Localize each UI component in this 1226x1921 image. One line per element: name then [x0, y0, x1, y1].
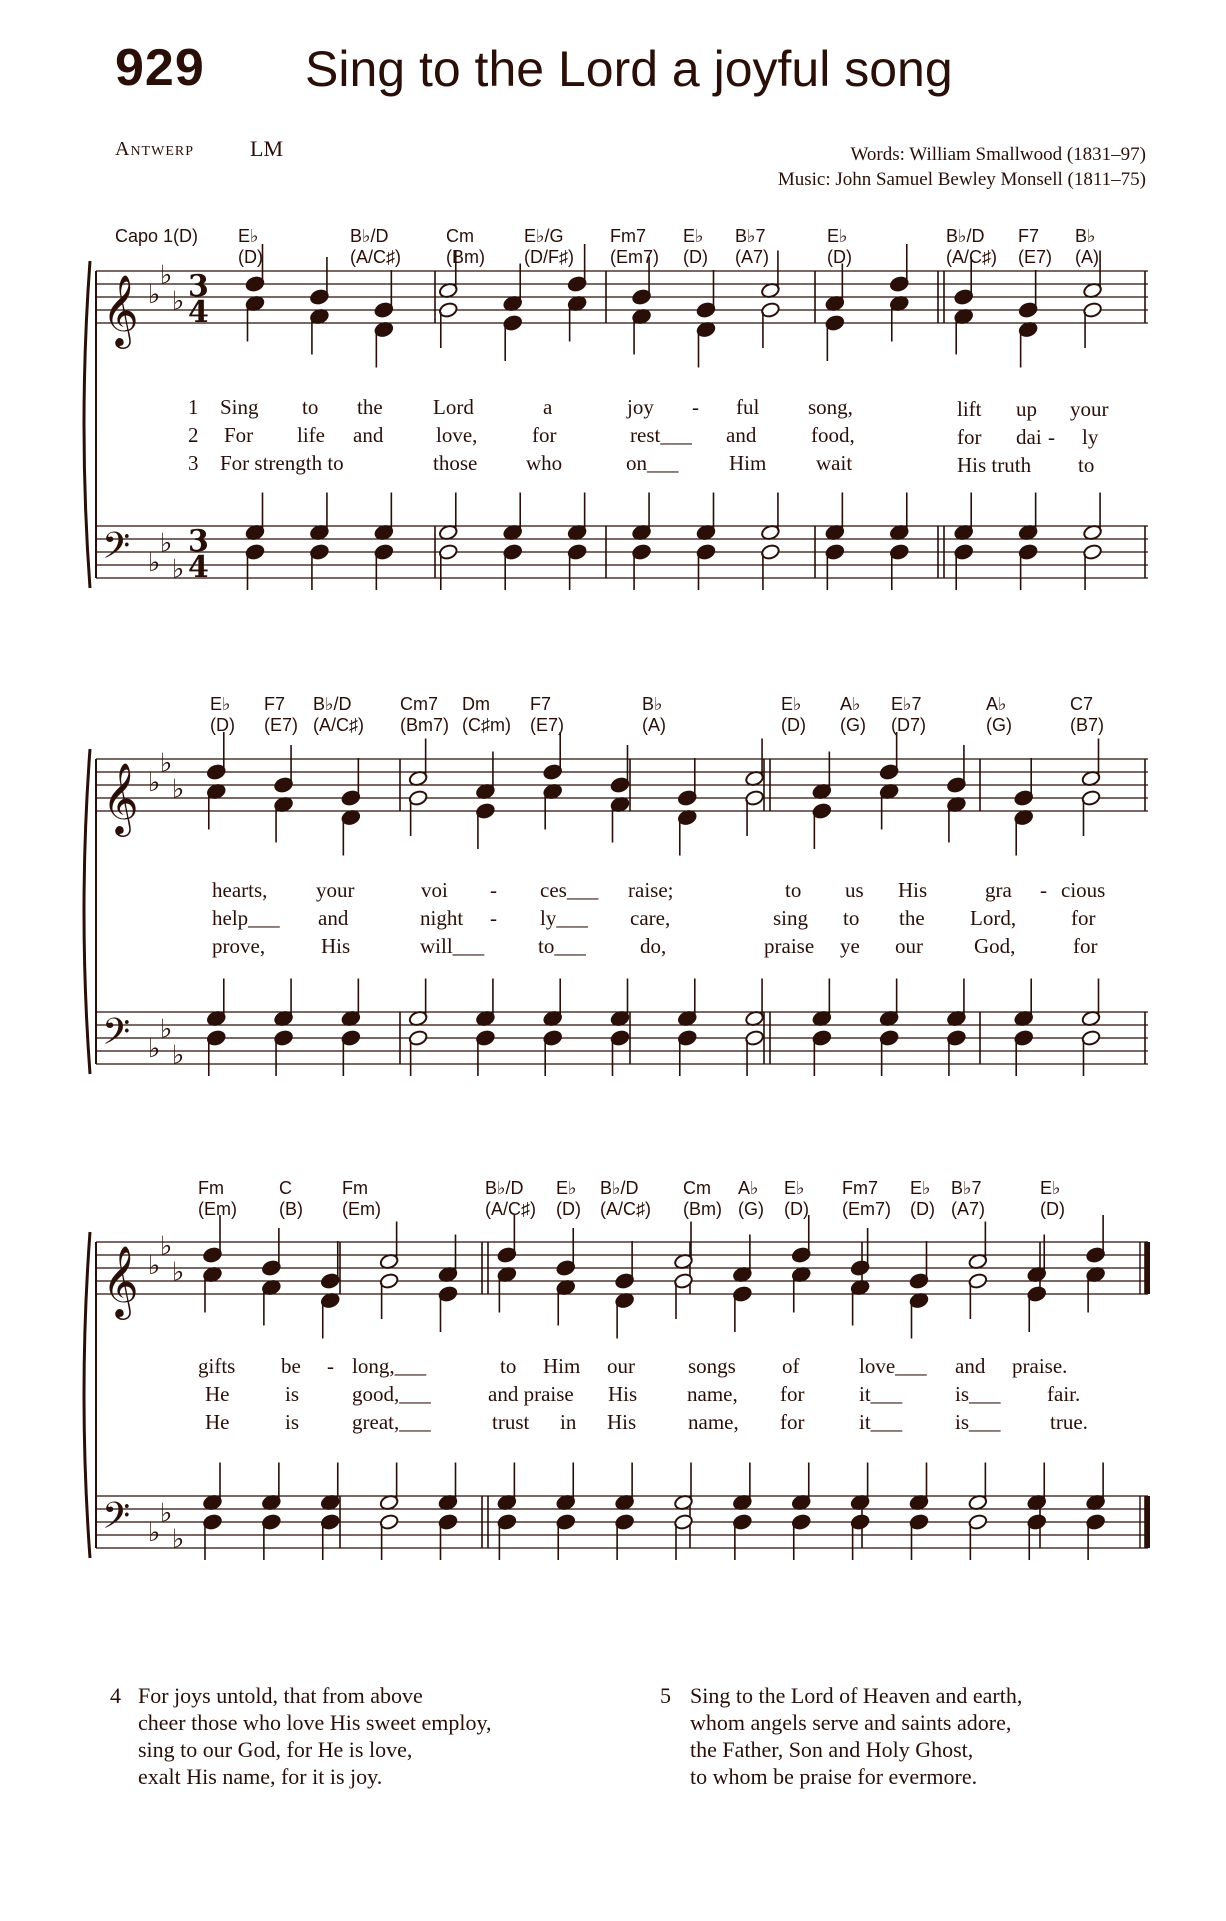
chord: A♭ (G) — [986, 694, 1012, 735]
lyric: who — [526, 451, 563, 475]
chord: E♭ (D) — [1040, 1178, 1065, 1219]
lyric: ful — [736, 395, 760, 419]
lyric: and — [353, 423, 384, 447]
bass-clef-icon: 𝄢 — [102, 1495, 131, 1546]
lyric: His — [607, 1410, 637, 1434]
verse-number: 3 — [188, 451, 199, 475]
final-barline — [1145, 1242, 1150, 1294]
chord: C7 (B7) — [1070, 694, 1105, 735]
flat-sign-icon: ♭ — [160, 528, 173, 559]
chord: Fm7 (Em7) — [842, 1178, 891, 1219]
chord: B♭/D (A/C♯) — [600, 1178, 651, 1219]
chord: E♭ (D) — [556, 1178, 581, 1219]
verse-number: 1 — [188, 395, 199, 419]
time-signature-denominator: 4 — [188, 550, 209, 585]
lyric: raise; — [628, 878, 674, 902]
lyric: name, — [687, 1382, 738, 1406]
system-bracket — [84, 1232, 90, 1558]
flat-sign-icon: ♭ — [148, 280, 161, 310]
flat-sign-icon: ♭ — [160, 1231, 173, 1262]
lyric: God, — [974, 934, 1016, 958]
lyric: Sing — [220, 395, 259, 419]
lyric: true. — [1050, 1410, 1088, 1434]
lyric: ces___ — [540, 878, 599, 902]
lyric: He — [205, 1382, 230, 1406]
lyric: be — [281, 1354, 301, 1378]
lyric: ly___ — [540, 906, 588, 930]
lyric: for — [957, 425, 982, 449]
lyric: trust — [492, 1410, 530, 1434]
lyric: will___ — [420, 934, 485, 958]
chord: Cm (Bm) — [683, 1178, 722, 1219]
treble-clef-icon: 𝄞 — [102, 1244, 139, 1317]
lyric: care, — [630, 906, 671, 930]
chord: E♭7 (D7) — [891, 694, 926, 735]
lyric: Lord, — [970, 906, 1017, 930]
lyric: for — [780, 1410, 805, 1434]
lyric: joy — [627, 395, 654, 419]
system-bracket — [84, 749, 90, 1074]
lyric: is___ — [955, 1410, 1001, 1434]
lyric: song, — [808, 395, 853, 419]
flat-sign-icon: ♭ — [172, 774, 185, 805]
chord: E♭ (D) — [784, 1178, 809, 1219]
lyric: His — [898, 878, 928, 902]
flat-sign-icon: ♭ — [148, 768, 161, 798]
flat-sign-icon: ♭ — [172, 1040, 185, 1071]
lyric: cious — [1061, 878, 1106, 902]
chord: B♭/D (A/C♯) — [313, 694, 364, 735]
chord: B♭/D (A/C♯) — [485, 1178, 536, 1219]
lyric: His truth — [957, 453, 1032, 477]
chord: A♭ (G) — [840, 694, 866, 735]
lyric: the — [357, 395, 383, 419]
chord: A♭ (G) — [738, 1178, 764, 1219]
final-barline — [1145, 1496, 1150, 1548]
lyric: love, — [436, 423, 478, 447]
bass-clef-icon: 𝄢 — [102, 1011, 131, 1062]
flat-sign-icon: ♭ — [148, 1034, 161, 1064]
words-credit: Words: William Smallwood (1831–97) — [850, 144, 1146, 165]
lyric: His — [608, 1382, 638, 1406]
chord: B♭ (A) — [1075, 226, 1099, 267]
stanza-line: For joys untold, that from above — [138, 1683, 423, 1708]
flat-sign-icon: ♭ — [148, 548, 161, 578]
chord: E♭ (D) — [210, 694, 235, 735]
flat-sign-icon: ♭ — [148, 1251, 161, 1281]
lyric: it___ — [859, 1410, 903, 1434]
hymn-title: Sing to the Lord a joyful song — [305, 41, 953, 97]
lyric: life — [297, 423, 325, 447]
stanza-line: to whom be praise for evermore. — [690, 1764, 978, 1789]
stanza-line: cheer those who love His sweet employ, — [138, 1710, 492, 1735]
chord: E♭ (D) — [827, 226, 852, 267]
chord: Cm (Bm) — [446, 226, 485, 267]
lyric: Lord — [433, 395, 474, 419]
chord: F7 (E7) — [1018, 226, 1053, 267]
stanza-line: exalt His name, for it is joy. — [138, 1764, 383, 1789]
lyric: for — [1071, 906, 1096, 930]
lyric: - — [1040, 878, 1047, 902]
lyric: us — [845, 878, 864, 902]
lyric: ye — [840, 934, 860, 958]
lyric: wait — [816, 451, 853, 475]
lyric: For — [224, 423, 254, 447]
chord: F7 (E7) — [530, 694, 565, 735]
lyric: praise. — [1012, 1354, 1068, 1378]
lyric: of — [782, 1354, 800, 1378]
lyric: for — [532, 423, 557, 447]
time-signature-numerator: 3 — [188, 269, 209, 304]
lyric: - — [490, 878, 497, 902]
lyric: For strength to — [220, 451, 344, 475]
lyric: help___ — [212, 906, 280, 930]
lyric: it___ — [859, 1382, 903, 1406]
chord: Fm7 (Em7) — [610, 226, 659, 267]
flat-sign-icon: ♭ — [172, 1524, 185, 1555]
lyric: night — [420, 906, 464, 930]
capo-label: Capo 1(D) — [115, 226, 199, 246]
lyric: is — [285, 1410, 300, 1434]
flat-sign-icon: ♭ — [172, 286, 185, 317]
lyric: songs — [688, 1354, 736, 1378]
stanza-number: 5 — [660, 1683, 671, 1708]
lyric: to — [500, 1354, 517, 1378]
lyric: for — [1073, 934, 1098, 958]
lyric: food, — [811, 423, 855, 447]
chord: E♭ (D) — [781, 694, 806, 735]
flat-sign-icon: ♭ — [160, 1014, 173, 1045]
chord: E♭ (D) — [238, 226, 263, 267]
chord: Fm (Em) — [198, 1178, 237, 1219]
lyric: name, — [688, 1410, 739, 1434]
treble-clef-icon: 𝄞 — [102, 273, 139, 346]
chord: E♭ (D) — [910, 1178, 935, 1219]
lyric: the — [899, 906, 925, 930]
meter: LM — [250, 136, 283, 161]
lyric: do, — [640, 934, 667, 958]
chord: E♭/G (D/F♯) — [524, 226, 574, 267]
stanza-line: Sing to the Lord of Heaven and earth, — [690, 1683, 1023, 1708]
lyric: to — [785, 878, 802, 902]
lyric: love___ — [859, 1354, 927, 1378]
lyric: dai — [1016, 425, 1042, 449]
chord: Dm (C♯m) — [462, 694, 511, 735]
stanza-5 — [660, 1682, 1022, 1790]
music-credit: Music: John Samuel Bewley Monsell (1811–75) — [777, 169, 1146, 190]
stanza-line: sing to our God, for He is love, — [138, 1737, 413, 1762]
lyric: and praise — [488, 1382, 574, 1406]
lyric: to — [302, 395, 319, 419]
lyric: sing — [773, 906, 809, 930]
system-bracket — [84, 261, 90, 588]
lyric: on___ — [626, 451, 679, 475]
lyric: Him — [729, 451, 767, 475]
lyric: - — [490, 906, 497, 930]
chord: E♭ (D) — [683, 226, 708, 267]
flat-sign-icon: ♭ — [172, 1257, 185, 1288]
lyric: up — [1016, 397, 1037, 421]
lyric: lift — [957, 397, 982, 421]
lyric: great,___ — [352, 1410, 431, 1434]
lyric: fair. — [1047, 1382, 1081, 1406]
lyric: ly — [1082, 425, 1099, 449]
lyric: is___ — [955, 1382, 1001, 1406]
flat-sign-icon: ♭ — [160, 748, 173, 779]
lyric: and — [955, 1354, 986, 1378]
flat-sign-icon: ♭ — [160, 260, 173, 291]
lyric: to___ — [538, 934, 586, 958]
lyric: prove, — [212, 934, 266, 958]
lyric: His — [321, 934, 351, 958]
lyric: for — [780, 1382, 805, 1406]
time-signature-denominator: 4 — [188, 295, 209, 330]
flat-sign-icon: ♭ — [148, 1518, 161, 1548]
chord: C (B) — [279, 1178, 303, 1219]
lyric: praise — [764, 934, 815, 958]
lyric: He — [205, 1410, 230, 1434]
tune-name: Antwerp — [115, 138, 194, 160]
time-signature-numerator: 3 — [188, 524, 209, 559]
stanza-4 — [110, 1682, 492, 1790]
lyric: - — [1048, 425, 1055, 449]
lyric: rest___ — [630, 423, 692, 447]
lyric: hearts, — [212, 878, 268, 902]
chord: Cm7 (Bm7) — [400, 694, 449, 735]
chord: B♭ (A) — [642, 694, 666, 735]
flat-sign-icon: ♭ — [160, 1498, 173, 1529]
lyric: to — [843, 906, 860, 930]
lyric: voi — [421, 878, 448, 902]
bass-clef-icon: 𝄢 — [102, 525, 131, 576]
lyric: - — [327, 1354, 334, 1378]
lyric: in — [560, 1410, 577, 1434]
chord: B♭/D (A/C♯) — [946, 226, 997, 267]
lyric: to — [1078, 453, 1095, 477]
chord: F7 (E7) — [264, 694, 299, 735]
lyric: is — [285, 1382, 300, 1406]
chord: B♭7 (A7) — [951, 1178, 986, 1219]
lyric: and — [318, 906, 349, 930]
lyric: long,___ — [352, 1354, 427, 1378]
chord: B♭/D (A/C♯) — [350, 226, 401, 267]
chord: Fm (Em) — [342, 1178, 381, 1219]
chord: B♭7 (A7) — [735, 226, 770, 267]
stanza-line: the Father, Son and Holy Ghost, — [690, 1737, 974, 1762]
lyric: good,___ — [352, 1382, 431, 1406]
lyric: and — [726, 423, 757, 447]
lyric: Him — [543, 1354, 581, 1378]
lyric: our — [607, 1354, 635, 1378]
treble-clef-icon: 𝄞 — [102, 761, 139, 834]
lyric: - — [692, 395, 699, 419]
lyric: those — [433, 451, 478, 475]
lyric: gra — [985, 878, 1012, 902]
flat-sign-icon: ♭ — [172, 554, 185, 585]
lyric: your — [1070, 397, 1109, 421]
lyric: gifts — [198, 1354, 236, 1378]
verse-number: 2 — [188, 423, 199, 447]
lyric: our — [895, 934, 923, 958]
stanza-line: whom angels serve and saints adore, — [690, 1710, 1012, 1735]
stanza-number: 4 — [110, 1683, 121, 1708]
lyric: your — [316, 878, 355, 902]
lyric: a — [543, 395, 553, 419]
hymn-number: 929 — [115, 39, 205, 97]
